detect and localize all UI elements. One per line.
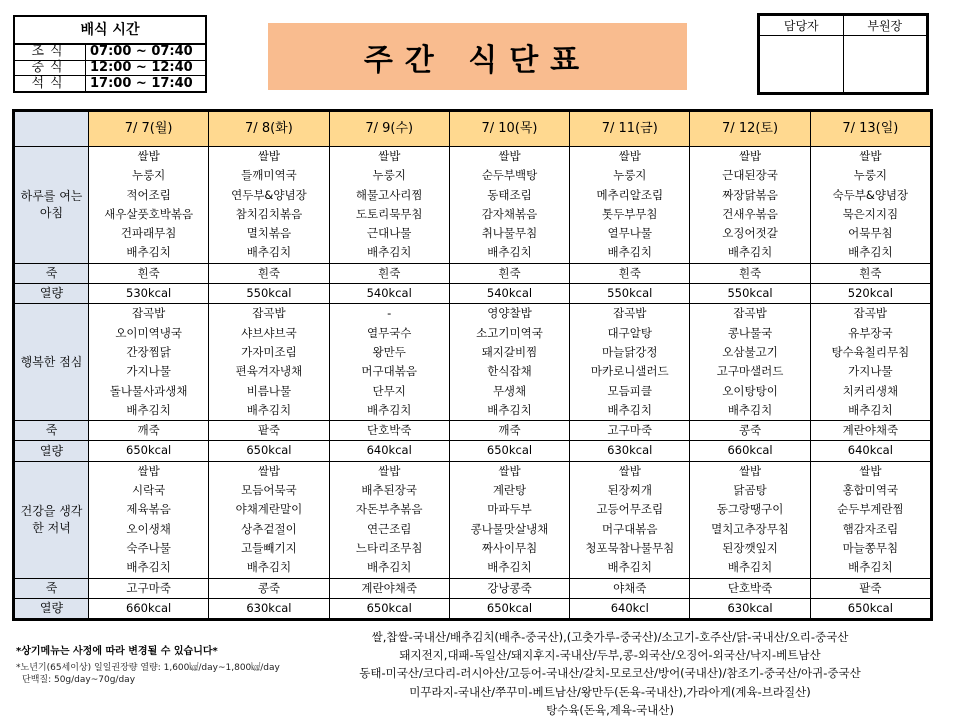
menu-item: 쌀밥 [378, 463, 401, 478]
menu-item: 청포묵참나물무침 [585, 540, 675, 555]
kcal-label: 열량 [15, 441, 89, 461]
kcal-cell: 650kcal [89, 441, 209, 461]
menu-item: 치커리생채 [842, 383, 899, 398]
menu-item: 쌀밥 [257, 149, 281, 163]
menu-item: 잡곡밥 [613, 306, 647, 321]
header-corner [15, 112, 89, 147]
day-menu-cell [209, 147, 329, 264]
meal-time-box [13, 15, 207, 93]
porridge-row [15, 578, 931, 598]
menu-item: 가지나물 [126, 364, 171, 379]
menu-item: 쌀밥 [618, 463, 641, 478]
kcal-cell: 640kcal [329, 441, 449, 461]
menu-item: 샤브샤브국 [241, 325, 297, 340]
kcal-label: 열량 [15, 598, 89, 618]
menu-item: 느타리조무침 [355, 540, 423, 555]
menu-item: 편육겨자냉채 [235, 364, 303, 379]
porridge-label: 죽 [15, 578, 89, 598]
porridge-cell: 흰죽 [690, 263, 810, 283]
porridge-cell: 팥죽 [810, 578, 930, 598]
day-menu-cell [329, 147, 449, 264]
menu-item: 배추김치 [487, 245, 532, 260]
nutrition-energy: *노년기(65세이상) 일일권장량 열량: 1,600㎉/day~1,800㎉/day [16, 663, 280, 673]
menu-item: 짜장닭볶음 [722, 187, 778, 202]
menu-item: 배추김치 [607, 245, 652, 260]
menu-item: 오이미역냉국 [115, 325, 182, 340]
approval-manager-sign[interactable] [760, 36, 844, 93]
menu-item: 머구대볶음 [361, 364, 417, 379]
menu-item: 도토리묵무침 [355, 206, 423, 221]
menu-item: 건새우볶음 [722, 206, 778, 221]
day-menu-cell [449, 304, 569, 421]
menu-item: 배추김치 [126, 245, 171, 260]
menu-item: 취나물무침 [481, 226, 538, 241]
approval-box [757, 13, 929, 95]
porridge-cell: 강낭콩죽 [449, 578, 569, 598]
approval-manager-label: 담당자 [760, 16, 844, 36]
menu-item: 배추김치 [607, 560, 652, 575]
menu-item: 모듬어묵국 [241, 483, 297, 498]
day-menu-cell [810, 304, 930, 421]
meal-time-heading: 배식 시간 [15, 17, 205, 44]
porridge-cell: 흰죽 [89, 263, 209, 283]
menu-item: 동그랑땡구이 [716, 502, 784, 517]
change-notice: *상기메뉴는 사정에 따라 변경될 수 있습니다* [16, 646, 218, 657]
day-header: 7/ 11(금) [570, 112, 690, 147]
kcal-label: 열량 [15, 284, 89, 304]
day-menu-cell [570, 147, 690, 264]
menu-item: 연두부&양념장 [231, 187, 307, 202]
kcal-cell: 550kcal [209, 284, 329, 304]
meal-label: 행복한 점심 [15, 304, 89, 421]
day-menu-cell [810, 461, 930, 578]
menu-item: 누룽지 [372, 168, 406, 183]
day-menu-cell [449, 461, 569, 578]
menu-item: 배추김치 [126, 402, 171, 417]
menu-item: 유부장국 [848, 325, 893, 340]
menu-item: 쌀밥 [859, 463, 882, 478]
kcal-cell: 650kcal [329, 598, 449, 618]
menu-item: 배추김치 [848, 402, 893, 417]
menu-item: 들깨미역국 [241, 168, 297, 183]
menu-item: 배추김치 [366, 402, 412, 417]
menu-item: 어묵무침 [848, 226, 893, 241]
kcal-cell: 540kcal [449, 284, 569, 304]
origin-of-ingredients: 쌀,찹쌀-국내산/배추김치(배추-중국산),(고춧가루-중국산)/소고기-호주산/닭-국내산/오리-중국산 돼지전지,대패-독일산/돼지후지-국내산/두부,콩-외국산/오징어-외국산/낙지-베트남산 동태-미국산/코다리-러시아산/고등어-국내산/갈치-모로코산/방어(국내산)/참조기-중국산/아귀-중국산 미꾸라지-국내산/쭈꾸미-베트남산/왕만두(돈육-국내산),가라아게(계육-브라질산) 탕수육(돈육,계육-국내산) [359, 630, 861, 717]
menu-item: 고등어무조림 [596, 502, 664, 517]
menu-item: 배추김치 [126, 560, 171, 575]
menu-item: 잡곡밥 [853, 306, 887, 321]
porridge-label: 죽 [15, 263, 89, 283]
nutrition-note [16, 662, 280, 686]
kcal-cell: 520kcal [810, 284, 930, 304]
day-menu-cell [329, 461, 449, 578]
porridge-cell: 흰죽 [570, 263, 690, 283]
menu-item: 누룽지 [853, 168, 887, 183]
menu-item: 제육볶음 [126, 502, 171, 517]
porridge-cell: 흰죽 [810, 263, 930, 283]
menu-item: 동태조림 [487, 187, 532, 202]
porridge-cell: 팥죽 [209, 421, 329, 441]
menu-item: 배추김치 [727, 560, 773, 575]
menu-item: 콩나물맛살냉채 [470, 521, 549, 536]
menu-item: 쌀밥 [618, 149, 641, 163]
menu-item: 감자채볶음 [481, 206, 538, 221]
breakfast-label: 조식 [15, 44, 86, 60]
menu-item: 누룽지 [613, 168, 647, 183]
menu-item: 가자미조림 [241, 344, 297, 359]
kcal-cell: 630kcal [209, 598, 329, 618]
menu-item: 멸치볶음 [246, 226, 292, 241]
menu-item: 모듬피클 [607, 383, 652, 398]
day-header: 7/ 10(목) [449, 112, 569, 147]
menu-item: 쌀밥 [257, 463, 281, 478]
kcal-cell: 550kcal [690, 284, 810, 304]
porridge-cell: 흰죽 [209, 263, 329, 283]
menu-item: 마늘쫑무침 [842, 540, 899, 555]
kcal-cell: 640kcal [810, 441, 930, 461]
menu-item: 배추김치 [727, 245, 773, 260]
porridge-label: 죽 [15, 421, 89, 441]
day-menu-cell [690, 461, 810, 578]
kcal-cell: 630kcal [690, 598, 810, 618]
day-header: 7/ 8(화) [209, 112, 329, 147]
weekly-menu-table [12, 109, 933, 621]
menu-item: 근대된장국 [722, 168, 778, 183]
menu-item: 멸치고추장무침 [711, 521, 789, 536]
menu-item: 소고기미역국 [476, 325, 543, 340]
menu-item: 한식잡채 [487, 364, 532, 379]
menu-item: 돌나물사과생채 [109, 383, 188, 398]
menu-item: 배추김치 [848, 560, 893, 575]
menu-item: 배추김치 [487, 402, 532, 417]
page-title: 주간 식단표 [363, 42, 592, 78]
porridge-cell: 단호박죽 [329, 421, 449, 441]
menu-item: 배추김치 [607, 402, 652, 417]
day-menu-cell [209, 304, 329, 421]
menu-item: 왕만두 [372, 344, 406, 359]
menu-item: 메추리알조림 [596, 187, 664, 202]
porridge-cell: 계란야채죽 [329, 578, 449, 598]
kcal-cell: 650kcal [449, 441, 569, 461]
menu-item: 배추김치 [487, 560, 532, 575]
day-header: 7/ 7(월) [89, 112, 209, 147]
day-menu-cell [329, 304, 449, 421]
day-header: 7/ 12(토) [690, 112, 810, 147]
menu-item: 햄감자조림 [842, 521, 899, 536]
menu-item: 쌀밥 [378, 149, 401, 163]
porridge-cell: 계란야채죽 [810, 421, 930, 441]
dinner-time: 17:00 ~ 17:40 [90, 75, 193, 91]
menu-item: 배추김치 [848, 245, 893, 260]
porridge-row [15, 421, 931, 441]
porridge-cell: 단호박죽 [690, 578, 810, 598]
porridge-cell: 야채죽 [570, 578, 690, 598]
menu-item: 시락국 [131, 483, 166, 498]
menu-item: 오징어젓갈 [722, 226, 778, 241]
lunch-time: 12:00 ~ 12:40 [86, 60, 206, 76]
menu-item: 고들빼기지 [241, 540, 297, 555]
menu-item: 톳두부무침 [601, 206, 658, 221]
menu-item: 연근조림 [366, 521, 412, 536]
menu-item: 열무나물 [607, 226, 652, 241]
approval-director-label: 부원장 [843, 16, 927, 36]
menu-item: 순두부백탕 [481, 168, 538, 183]
menu-item: 닭곰탕 [733, 483, 767, 498]
menu-item: 대구알탕 [607, 325, 652, 340]
kcal-cell: 530kcal [89, 284, 209, 304]
kcal-cell: 660kcal [690, 441, 810, 461]
porridge-cell: 고구마죽 [89, 578, 209, 598]
kcal-cell: 640kcl [570, 598, 690, 618]
menu-item: 계란탕 [492, 483, 527, 498]
menu-item: 마카로니샐러드 [590, 364, 669, 379]
menu-item: 콩나물국 [727, 325, 773, 340]
day-menu-cell [89, 304, 209, 421]
menu-item: 근대나물 [366, 226, 412, 241]
porridge-cell: 콩죽 [209, 578, 329, 598]
menu-item: 열무국수 [366, 325, 412, 340]
menu-item: 쌀밥 [738, 463, 762, 478]
porridge-cell: 흰죽 [329, 263, 449, 283]
menu-item: 돼지갈비찜 [481, 344, 538, 359]
menu-item: 홍합미역국 [842, 483, 899, 498]
menu-item: 배추된장국 [361, 483, 417, 498]
menu-item: 탕수육칠리무침 [831, 344, 910, 359]
day-menu-cell [570, 461, 690, 578]
kcal-cell: 650kcal [209, 441, 329, 461]
menu-item: 배추김치 [727, 402, 773, 417]
menu-item: 오이생채 [126, 521, 171, 536]
menu-item: 비름나물 [246, 383, 292, 398]
day-header: 7/ 13(일) [810, 112, 930, 147]
menu-item: 잡곡밥 [252, 306, 286, 321]
kcal-cell: 660kcal [89, 598, 209, 618]
menu-item: - [387, 306, 392, 321]
porridge-cell: 깨죽 [89, 421, 209, 441]
menu-item: 쌀밥 [498, 149, 521, 163]
menu-item: 누룽지 [131, 168, 166, 183]
menu-item: 쌀밥 [498, 463, 521, 478]
porridge-cell: 고구마죽 [570, 421, 690, 441]
menu-item: 쌀밥 [738, 149, 762, 163]
meal-label: 하루를 여는 아침 [15, 147, 89, 264]
menu-item: 배추김치 [246, 560, 292, 575]
menu-item: 짜사이무침 [481, 540, 538, 555]
menu-item: 영양찰밥 [487, 306, 532, 321]
menu-item: 마파두부 [487, 502, 532, 517]
kcal-cell: 540kcal [329, 284, 449, 304]
porridge-cell: 흰죽 [449, 263, 569, 283]
porridge-cell: 콩죽 [690, 421, 810, 441]
menu-item: 쌀밥 [137, 149, 160, 163]
meal-row [15, 461, 931, 578]
menu-item: 새우살풋호박볶음 [104, 206, 194, 221]
menu-item: 배추김치 [246, 402, 292, 417]
menu-item: 적어조림 [126, 187, 171, 202]
kcal-cell: 650kcal [449, 598, 569, 618]
day-menu-cell [449, 147, 569, 264]
menu-item: 건파래무침 [120, 226, 177, 241]
porridge-row [15, 263, 931, 283]
day-header: 7/ 9(수) [329, 112, 449, 147]
menu-item: 쌀밥 [859, 149, 882, 163]
day-menu-cell [690, 147, 810, 264]
lunch-label: 중식 [15, 60, 86, 76]
page-title-banner [268, 23, 687, 90]
menu-item: 된장찌개 [607, 483, 652, 498]
kcal-cell: 650kcal [810, 598, 930, 618]
menu-item: 가지나물 [848, 364, 893, 379]
dinner-label: 석식 [15, 76, 86, 91]
breakfast-time: 07:00 ~ 07:40 [86, 44, 206, 60]
menu-item: 잡곡밥 [733, 306, 767, 321]
approval-director-sign[interactable] [843, 36, 927, 93]
menu-item: 고구마샐러드 [716, 364, 784, 379]
day-menu-cell [89, 461, 209, 578]
day-menu-cell [810, 147, 930, 264]
menu-item: 간장찜닭 [126, 344, 171, 359]
menu-item: 배추김치 [366, 560, 412, 575]
day-menu-cell [89, 147, 209, 264]
menu-item: 숙두부&양념장 [832, 187, 909, 202]
menu-item: 상추겉절이 [241, 521, 297, 536]
menu-item: 배추김치 [246, 245, 292, 260]
menu-item: 해물고사리찜 [355, 187, 423, 202]
kcal-cell: 550kcal [570, 284, 690, 304]
menu-item: 오이탕탕이 [722, 383, 778, 398]
menu-item: 잡곡밥 [131, 306, 166, 321]
kcal-row [15, 598, 931, 618]
meal-label: 건강을 생각한 저녁 [15, 461, 89, 578]
menu-item: 머구대볶음 [601, 521, 658, 536]
menu-item: 묵은지지짐 [842, 206, 899, 221]
menu-item: 된장깻잎지 [722, 540, 778, 555]
day-menu-cell [570, 304, 690, 421]
meal-row [15, 304, 931, 421]
day-header-row [15, 112, 931, 147]
menu-item: 배추김치 [366, 245, 412, 260]
menu-item: 숙주나물 [126, 540, 171, 555]
menu-item: 쌀밥 [137, 463, 160, 478]
kcal-row [15, 284, 931, 304]
menu-item: 마늘닭강정 [601, 344, 658, 359]
day-menu-cell [690, 304, 810, 421]
day-menu-cell [209, 461, 329, 578]
menu-item: 순두부계란찜 [837, 502, 904, 517]
kcal-row [15, 441, 931, 461]
menu-item: 오삼불고기 [722, 344, 778, 359]
porridge-cell: 깨죽 [449, 421, 569, 441]
kcal-cell: 630kcal [570, 441, 690, 461]
menu-item: 야채계란말이 [235, 502, 303, 517]
menu-item: 참치김치볶음 [235, 206, 303, 221]
menu-item: 무생채 [492, 383, 527, 398]
menu-item: 단무지 [372, 383, 406, 398]
menu-item: 자돈부추볶음 [355, 502, 423, 517]
meal-row [15, 147, 931, 264]
nutrition-protein: 단백질: 50g/day~70g/day [22, 675, 136, 685]
